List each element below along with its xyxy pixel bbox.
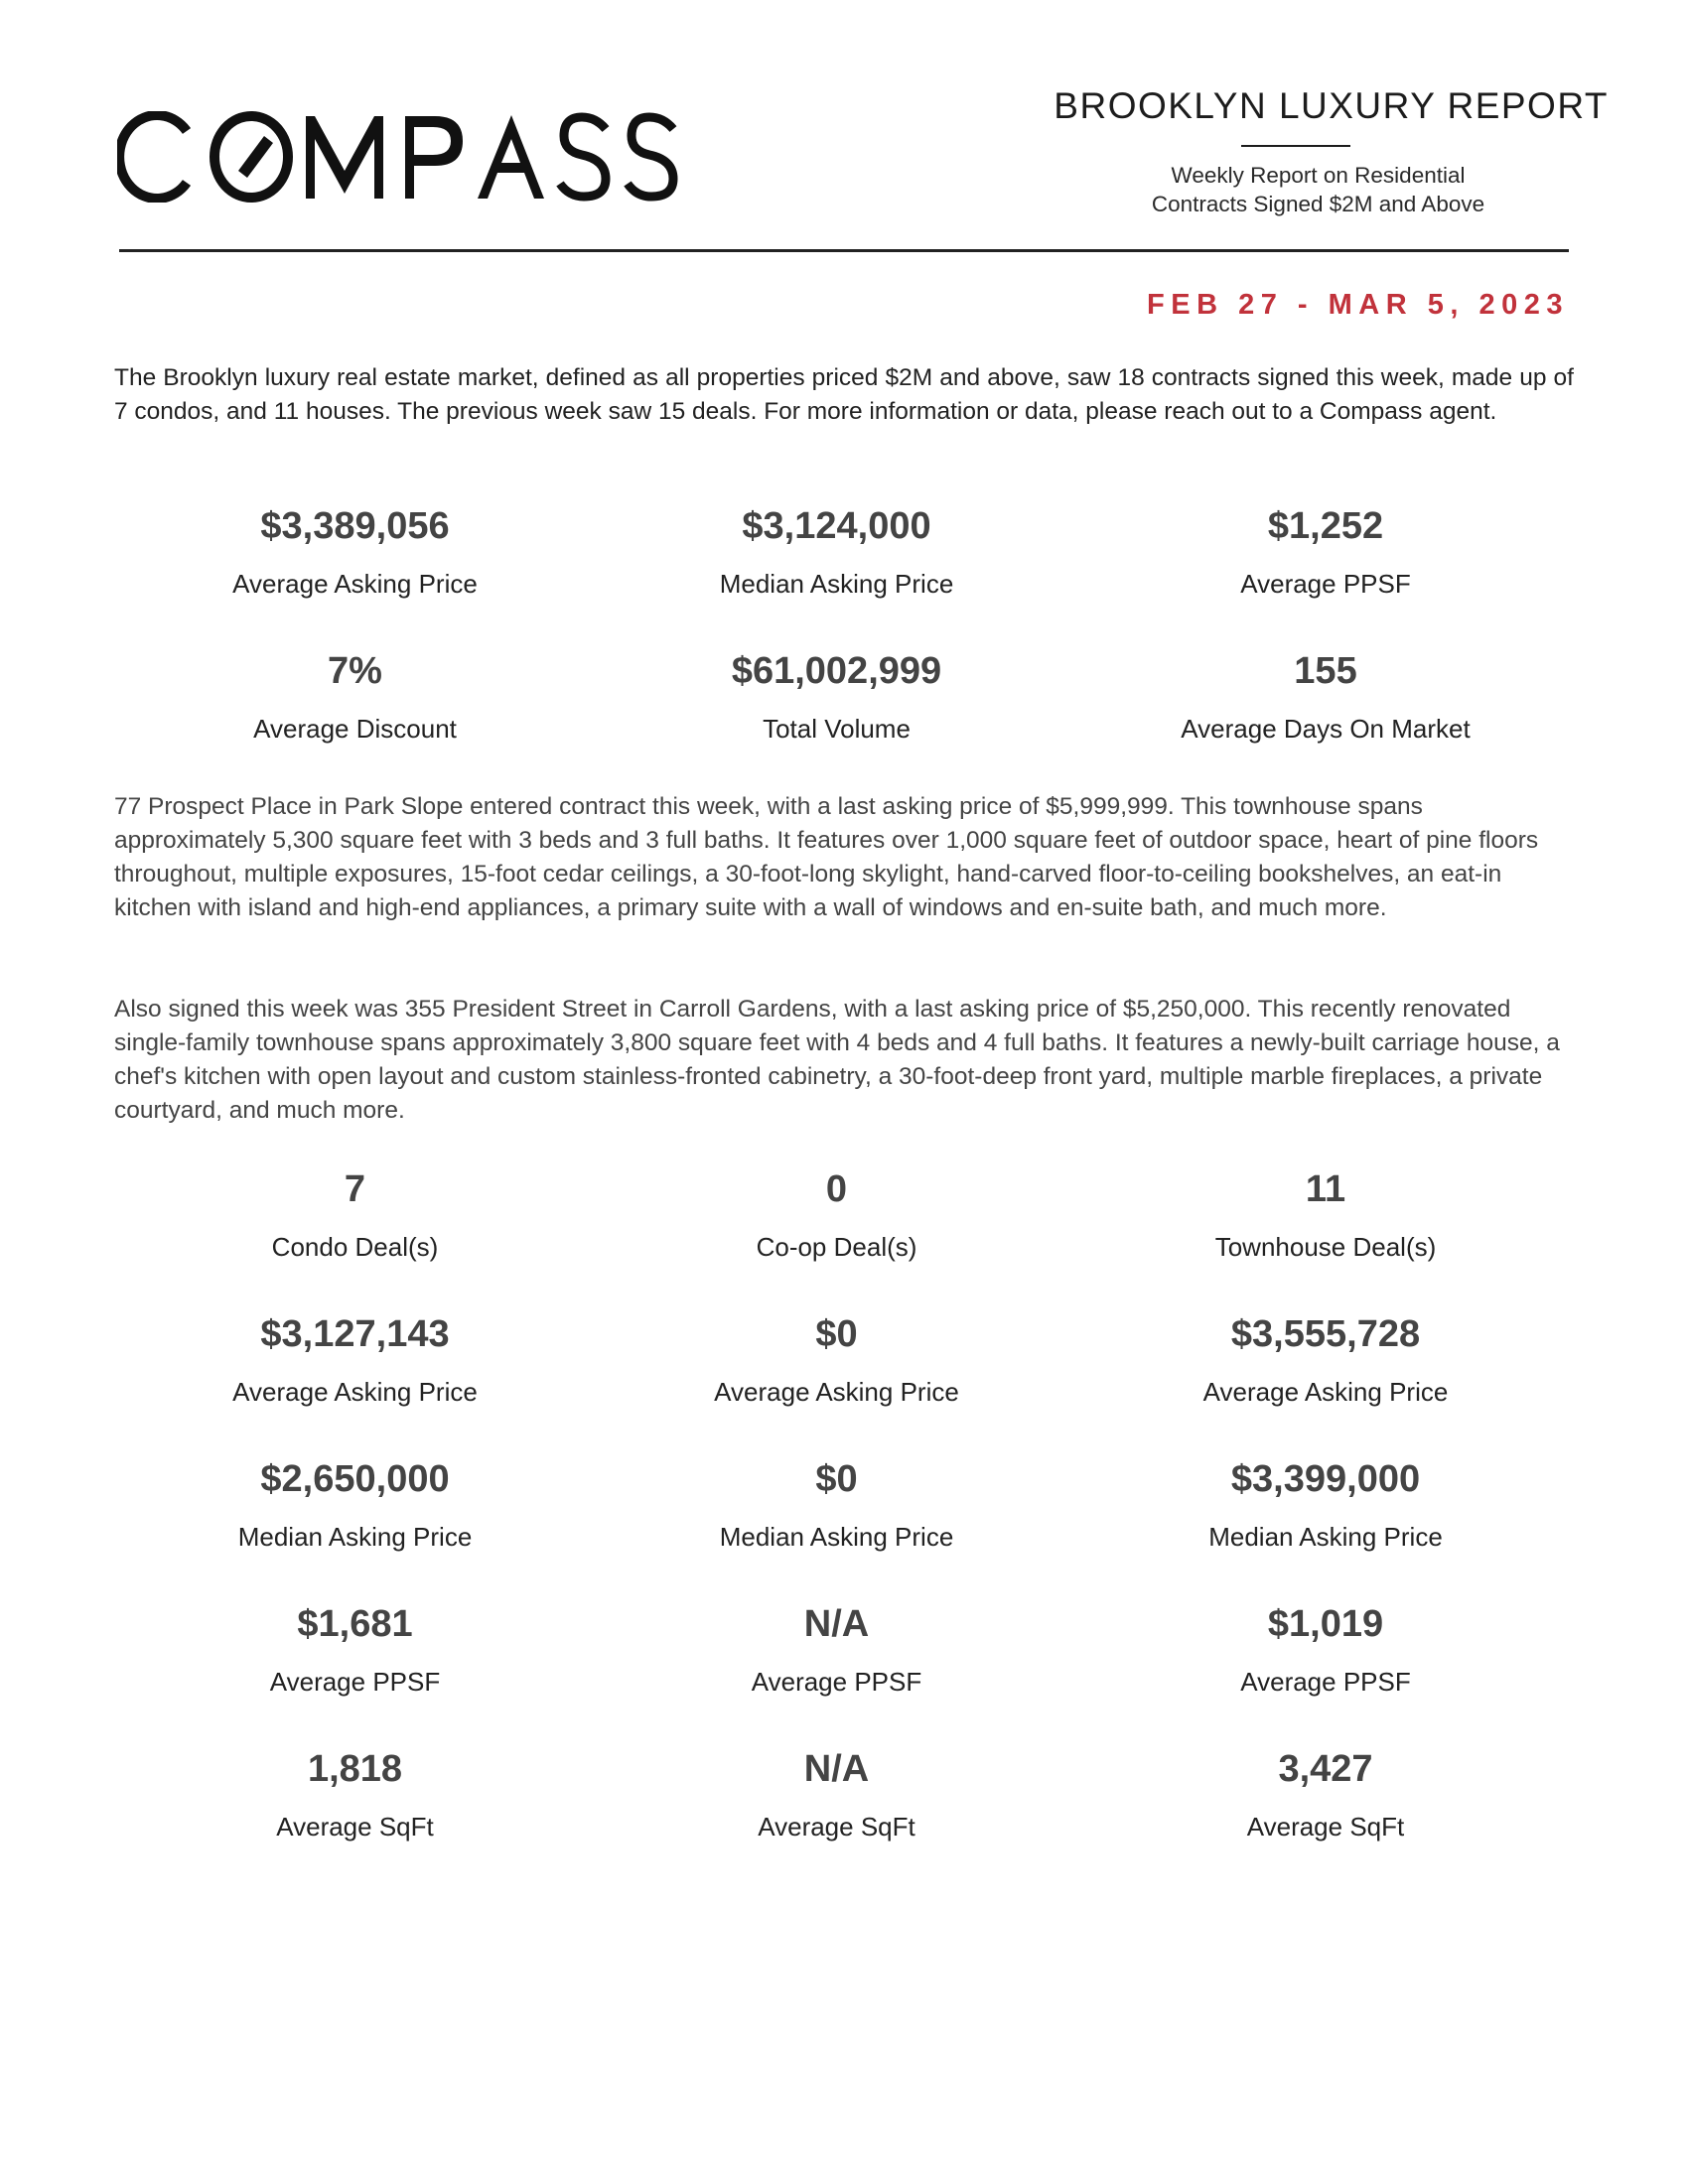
stat-label: Condo Deal(s) [271,1232,439,1262]
stat-label: Average PPSF [751,1667,922,1697]
stat-value: $61,002,999 [731,650,942,692]
condo-median-asking-price [114,1457,596,1602]
stat-average-ppsf [1077,504,1574,649]
stat-label: Townhouse Deal(s) [1214,1232,1437,1262]
stat-value: $0 [815,1313,858,1355]
stat-label: Average SqFt [758,1812,915,1842]
stat-label: Average PPSF [1240,569,1411,599]
stat-average-asking-price [114,504,596,649]
compass-logo [117,111,738,203]
coop-median-asking-price [596,1457,1077,1602]
coop-average-asking-price [596,1312,1077,1457]
stat-value: $1,681 [297,1603,413,1645]
stat-value: $1,252 [1267,505,1384,547]
townhouse-median-asking-price [1077,1457,1574,1602]
stat-value: $3,389,056 [260,505,450,547]
date-range: FEB 27 - MAR 5, 2023 [1147,289,1569,321]
stat-total-volume [596,649,1077,794]
stat-label: Average SqFt [276,1812,434,1842]
stat-value: $3,124,000 [742,505,931,547]
stat-value: $3,399,000 [1230,1458,1421,1500]
stat-value: $0 [815,1458,858,1500]
stat-label: Average Days On Market [1181,714,1471,744]
stat-label: Average PPSF [269,1667,441,1697]
stat-value: 0 [825,1168,848,1210]
condo-deals [114,1167,596,1312]
header-divider [119,249,1569,252]
stat-label: Median Asking Price [719,569,954,599]
stat-average-discount [114,649,596,794]
stat-label: Average Asking Price [1202,1377,1449,1407]
property-type-stats [114,1167,1574,1892]
stat-value: 7 [344,1168,366,1210]
report-subtitle-line2: Contracts Signed $2M and Above [1151,192,1485,216]
condo-average-sqft [114,1747,596,1892]
stat-label: Median Asking Price [719,1522,954,1552]
property-description-1: 77 Prospect Place in Park Slope entered contract this week, with a last asking price of $5,999,999. This townhouse spans approximately 5,300 square feet with 3 beds and 3 full baths. It features over 1,000 square feet of outdoor space, heart of pine floors throughout, multiple exposures, 15-foot cedar ceilings, a 30-foot-long skylight, hand-carved floor-to-ceiling bookshelves, an eat-in kitchen with island and high-end appliances, a primary suite with a wall of windows and en-suite bath, and much more. [114,793,1539,921]
townhouse-average-ppsf [1077,1602,1574,1747]
report-subtitle [1013,161,1609,218]
stat-label: Average Asking Price [232,1377,478,1407]
stat-value: 3,427 [1278,1748,1373,1790]
stat-value: $3,127,143 [260,1313,450,1355]
coop-average-sqft [596,1747,1077,1892]
coop-average-ppsf [596,1602,1077,1747]
compass-logo-icon [117,111,738,203]
condo-average-asking-price [114,1312,596,1457]
stat-value: N/A [803,1748,870,1790]
stat-label: Median Asking Price [1208,1522,1443,1552]
stat-label: Average Asking Price [714,1377,959,1407]
stat-value: $3,555,728 [1230,1313,1421,1355]
stat-median-asking-price [596,504,1077,649]
intro-paragraph: The Brooklyn luxury real estate market, defined as all properties priced $2M and above, saw 18 contracts signed this week, made up of 7 condos, and 11 houses. The previous week saw 15 deals. For more information or data, please reach out to a Compass agent. [114,364,1574,425]
stat-value: $1,019 [1267,1603,1384,1645]
stat-label: Co-op Deal(s) [756,1232,917,1262]
stat-label: Total Volume [763,714,911,744]
townhouse-deals [1077,1167,1574,1312]
stat-value: 155 [1294,650,1357,692]
stat-label: Average PPSF [1240,1667,1411,1697]
townhouse-average-sqft [1077,1747,1574,1892]
summary-stats [114,504,1574,794]
report-subtitle-line1: Weekly Report on Residential [1171,163,1466,188]
stat-value: 1,818 [307,1748,403,1790]
coop-deals [596,1167,1077,1312]
stat-value: $2,650,000 [260,1458,450,1500]
stat-value: 11 [1305,1168,1346,1210]
stat-average-days-on-market [1077,649,1574,794]
stat-label: Average SqFt [1246,1812,1405,1842]
stat-label: Average Discount [253,714,457,744]
townhouse-average-asking-price [1077,1312,1574,1457]
stat-value: 7% [328,650,382,692]
title-divider [1241,145,1350,147]
stat-label: Average Asking Price [232,569,478,599]
stat-label: Median Asking Price [237,1522,473,1552]
condo-average-ppsf [114,1602,596,1747]
report-title: BROOKLYN LUXURY REPORT [1054,85,1609,126]
property-description-2: Also signed this week was 355 President Street in Carroll Gardens, with a last asking price of $5,250,000. This recently renovated single-family townhouse spans approximately 3,800 square feet with 4 beds and 4 full baths. It features a newly-built carriage house, a chef's kitchen with open layout and custom stainless-fronted cabinetry, a 30-foot-deep front yard, multiple marble fireplaces, a private courtyard, and much more. [114,996,1560,1124]
stat-value: N/A [803,1603,870,1645]
